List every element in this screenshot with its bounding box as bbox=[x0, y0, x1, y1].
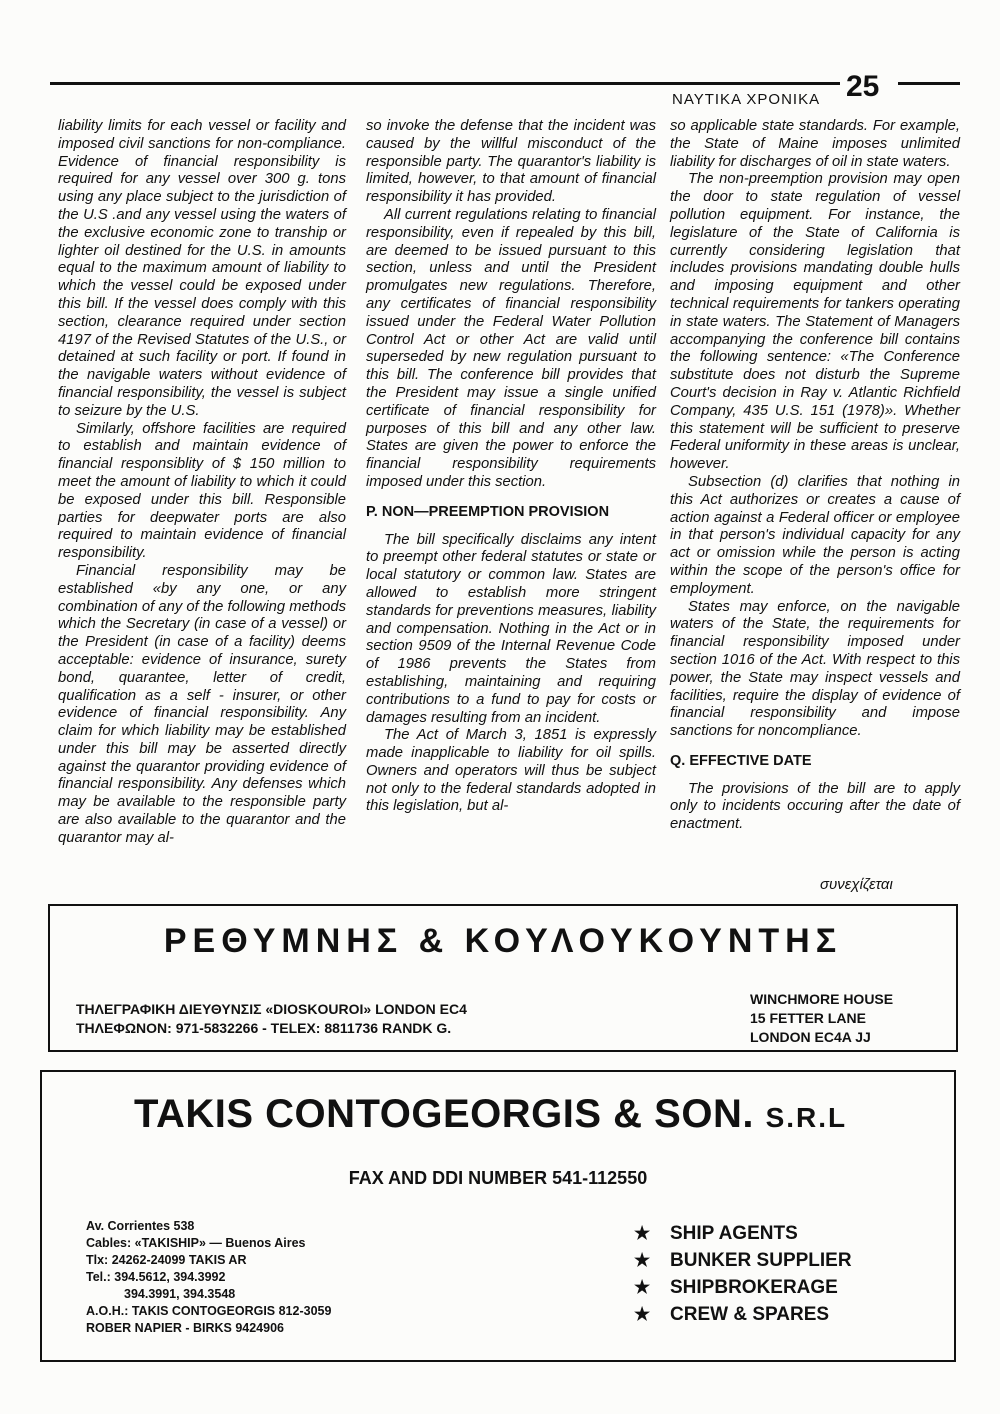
header-rule-left bbox=[50, 82, 840, 85]
paragraph: The non-preemption provision may open the door to state regulation of vessel pollution equipment. For instance, the legislature of the State of California is currently considering legislation that includes provisions mandating double hulls and imposing equipment and other technical requirements for tankers operating in state waters. The Statement of Managers accompanying the conference bill contains the following sentence: «The Conference substitute does not disturb the Supreme Court's decision in Ray v. Atlantic Richfield Company, 435 U.S. 151 (1978)». Whether this statement will be sufficient to preserve Federal uniformity in these areas is unclear, however. bbox=[670, 171, 960, 473]
paragraph: The bill specifically disclaims any intent to preempt other federal statutes or state or local statutory or common law. States are allowed to establish more stringent standards for preventions measures, liability and compensation. Nothing in the Act or in section 9509 of the Internal Revenue Code of 1986 prevents the States from establishing, maintaining and requiring contributions to a fund to pay for costs or damages resulting from an incident. bbox=[366, 531, 656, 726]
star-icon: ★ bbox=[634, 1277, 651, 1297]
ad-title: ΡΕΘΥΜΝΗΣ & ΚΟΥΛΟΥΚΟΥΝΤΗΣ bbox=[163, 922, 843, 960]
service-item: ★ SHIPBROKERAGE bbox=[634, 1274, 852, 1301]
contact-line: ROBER NAPIER - BIRKS 9424906 bbox=[86, 1321, 284, 1335]
ad-title bbox=[134, 1092, 847, 1137]
fax-number: FAX AND DDI NUMBER 541-112550 bbox=[348, 1168, 648, 1188]
service-item: ★ BUNKER SUPPLIER bbox=[634, 1247, 852, 1274]
continued-label: συνεχίζεται bbox=[820, 876, 893, 893]
services-list bbox=[634, 1220, 852, 1328]
paragraph: Financial responsibility may be established «by any one, or any combination of any of the following methods which the Secretary (in case of a vessel) or the President (in case of a facility) deems acceptable: evidence of insurance, surety bond, quarantee, letter of credit, qualification as a self - insurer, or other evidence of financial responsibility. Any claim for which liability may be established under this bill may be asserted directly against the quarantor providing evidence of financial responsibility. Any defenses which may be available to the responsible party are also available to the quarantor and the quarantor may al- bbox=[58, 562, 346, 846]
company-name: TAKIS CONTOGEORGIS & SON. bbox=[134, 1092, 754, 1136]
paragraph: liability limits for each vessel or facility and imposed civil sanctions for non-compliance. Evidence of financial responsibility is required for any vessel over 300 g. tons using any place subject to the jurisdiction of the U.S .and any vessel using the waters of the exclusive economic zone to tranship or lighter oil destined for the U.S. in amounts equal to the maximum amount of liability to which the vessel could be exposed under this bill. If the vessel does comply with this section, clearance required under section 4197 of the Revised Statutes of the U.S., or detained at such facility or port. If found in the navigable waters without evidence of financial responsibility, the vessel is subject to seizure by the U.S. bbox=[58, 118, 346, 419]
star-icon: ★ bbox=[634, 1250, 651, 1270]
article-column-1 bbox=[58, 118, 346, 848]
address-line: LONDON EC4A JJ bbox=[750, 1029, 871, 1045]
ad-address bbox=[750, 990, 893, 1047]
star-icon: ★ bbox=[634, 1223, 651, 1243]
phone-telex: ΤΗΛΕΦΩΝΟΝ: 971-5832266 - TELEX: 8811736 RANDK G. bbox=[76, 1020, 452, 1036]
contact-line: Cables: «TAKISHIP» — Buenos Aires bbox=[86, 1236, 306, 1250]
page-number: 25 bbox=[846, 70, 880, 103]
article-column-3 bbox=[670, 118, 960, 834]
paragraph: Similarly, offshore facilities are required to establish and maintain evidence of financial responsiblity of $ 150 million to meet the amount of liability to which it could be exposed under this bill. Responsible parties for deepwater ports are also required to maintain evidence of financial responsibility. bbox=[58, 420, 346, 562]
paragraph: so applicable state standards. For example, the State of Maine imposes unlimited liability for discharges of oil in state waters. bbox=[670, 118, 960, 170]
article-column-2 bbox=[366, 118, 656, 816]
ad-contact bbox=[76, 1000, 467, 1038]
company-suffix: S.R.L bbox=[765, 1102, 848, 1133]
paragraph: States may enforce, on the navigable waters of the State, the requirements for financial responsibility imposed under section 1016 of the Act. With respect to this power, the State may inspect vessels and facilities, require the display of evidence of financial responsibility and impose sanctions for noncompliance. bbox=[670, 598, 960, 740]
section-heading-p: P. NON—PREEMPTION PROVISION bbox=[366, 503, 610, 520]
contact-line: Av. Corrientes 538 bbox=[86, 1219, 195, 1233]
section-heading-q: Q. EFFECTIVE DATE bbox=[670, 752, 812, 769]
paragraph: The provisions of the bill are to apply only to incidents occuring after the date of enactment. bbox=[670, 780, 960, 833]
address-line: 15 FETTER LANE bbox=[750, 1010, 866, 1026]
service-item: ★ SHIP AGENTS bbox=[634, 1220, 852, 1247]
address-line: WINCHMORE HOUSE bbox=[750, 991, 894, 1007]
contact-line: A.O.H.: TAKIS CONTOGEORGIS 812-3059 bbox=[86, 1304, 332, 1318]
paragraph: Subsection (d) clarifies that nothing in this Act authorizes or creates a cause of action against a Federal officer or employee in that person's individual capacity for any act or omission while the person is acting within the scope of the person's office for employment. bbox=[670, 473, 960, 597]
ad-contact bbox=[86, 1218, 331, 1337]
advertisement-rethymnis bbox=[48, 904, 958, 1052]
contact-line: 394.3991, 394.3548 bbox=[124, 1287, 236, 1301]
paragraph: The Act of March 3, 1851 is expressly made inapplicable to liability for oil spills. Owners and operators will thus be subject not only to the federal standards adopted in this legislation, but al- bbox=[366, 727, 656, 815]
contact-line: Tlx: 24262-24099 TAKIS AR bbox=[86, 1253, 247, 1267]
service-item: ★ CREW & SPARES bbox=[634, 1301, 852, 1328]
paragraph: so invoke the defense that the incident was caused by the willful misconduct of the responsible party. The quarantor's liability is limited, however, to that amount of financial responsibility it has provided. bbox=[366, 118, 656, 206]
star-icon: ★ bbox=[634, 1304, 651, 1324]
advertisement-takis bbox=[40, 1070, 956, 1362]
journal-name: ΝΑΥΤΙΚΑ ΧΡΟΝΙΚΑ bbox=[672, 91, 821, 108]
paragraph: All current regulations relating to financial responsibility, even if repealed by this bill, are deemed to be issued pursuant to this section, unless and until the President promulgates new regulations. Therefore, any certificates of financial responsibility issued under the Federal Water Pollution Control Act or other Act are valid until superseded by new regulation pursuant to this bill. The conference bill provides that the President may issue a single unified certificate of financial responsibility for purposes of this bill and any other law. States are given the power to enforce the financial responsibility requirements imposed under this section. bbox=[366, 206, 656, 490]
contact-line: Tel.: 394.5612, 394.3992 bbox=[86, 1270, 226, 1284]
telegraphic-address: ΤΗΛΕΓΡΑΦΙΚΗ ΔΙΕΥΘΥΝΣΙΣ «DIOSKOUROI» LONDON EC4 bbox=[76, 1001, 467, 1017]
header-rule-right bbox=[898, 82, 960, 85]
